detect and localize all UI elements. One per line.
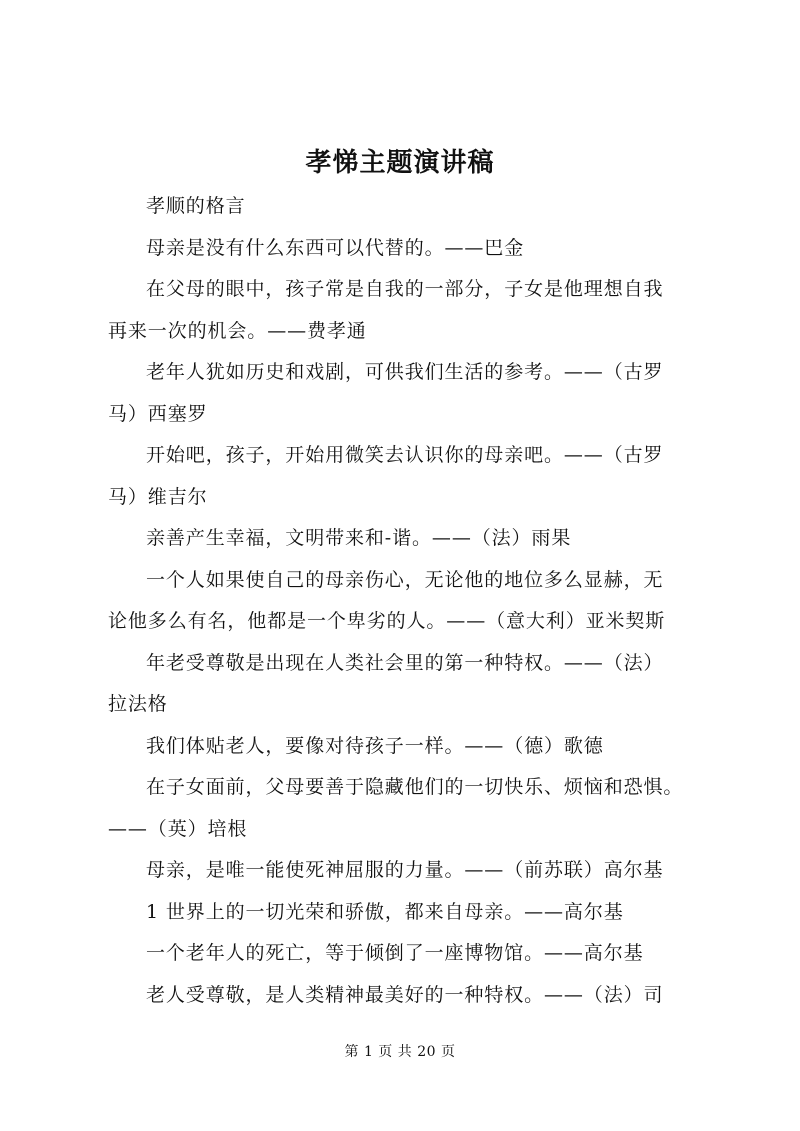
paragraph-continuation-line: 拉法格 [108,693,168,715]
paragraph-line: 1 世界上的一切光荣和骄傲，都来自母亲。——高尔基 [146,900,624,923]
paragraph-line: 一个人如果使自己的母亲伤心，无论他的地位多么显赫，无 [146,568,664,591]
paragraph-line: 在子女面前，父母要善于隐藏他们的一切快乐、烦恼和恐惧。 [146,776,684,798]
paragraph-continuation-line: 论他多么有名，他都是一个卑劣的人。——（意大利）亚米契斯 [108,610,666,632]
paragraph-continuation-line: 马）西塞罗 [108,402,208,425]
paragraph-line: 老年人犹如历史和戏剧，可供我们生活的参考。——（古罗 [146,361,664,383]
paragraph-continuation-line: ——（英）培根 [108,817,248,840]
paragraph-line: 母亲，是唯一能使死神屈服的力量。——（前苏联）高尔基 [146,859,664,881]
paragraph-line: 亲善产生幸福，文明带来和-谐。——（法）雨果 [146,527,572,549]
paragraph-line: 老人受尊敬，是人类精神最美好的一种特权。——（法）司 [146,983,664,1006]
paragraph-line: 在父母的眼中，孩子常是自我的一部分，子女是他理想自我 [146,278,664,300]
paragraph-continuation-line: 再来一次的机会。——费孝通 [108,319,367,342]
paragraph-line: 母亲是没有什么东西可以代替的。——巴金 [146,236,525,259]
paragraph-line: 孝顺的格言 [146,195,246,217]
paragraph-continuation-line: 马）维吉尔 [108,485,208,508]
document-body [108,186,700,1016]
paragraph-line: 一个老年人的死亡，等于倾倒了一座博物馆。——高尔基 [146,942,644,964]
document-title: 孝悌主题演讲稿 [305,148,495,178]
page-number-footer: 第 1 页 共 20 页 [344,1044,456,1060]
paragraph-line: 我们体贴老人，要像对待孩子一样。——（德）歌德 [146,734,604,757]
paragraph-line: 年老受尊敬是出现在人类社会里的第一种特权。——（法） [146,651,664,674]
paragraph-line: 开始吧，孩子，开始用微笑去认识你的母亲吧。——（古罗 [146,444,664,466]
